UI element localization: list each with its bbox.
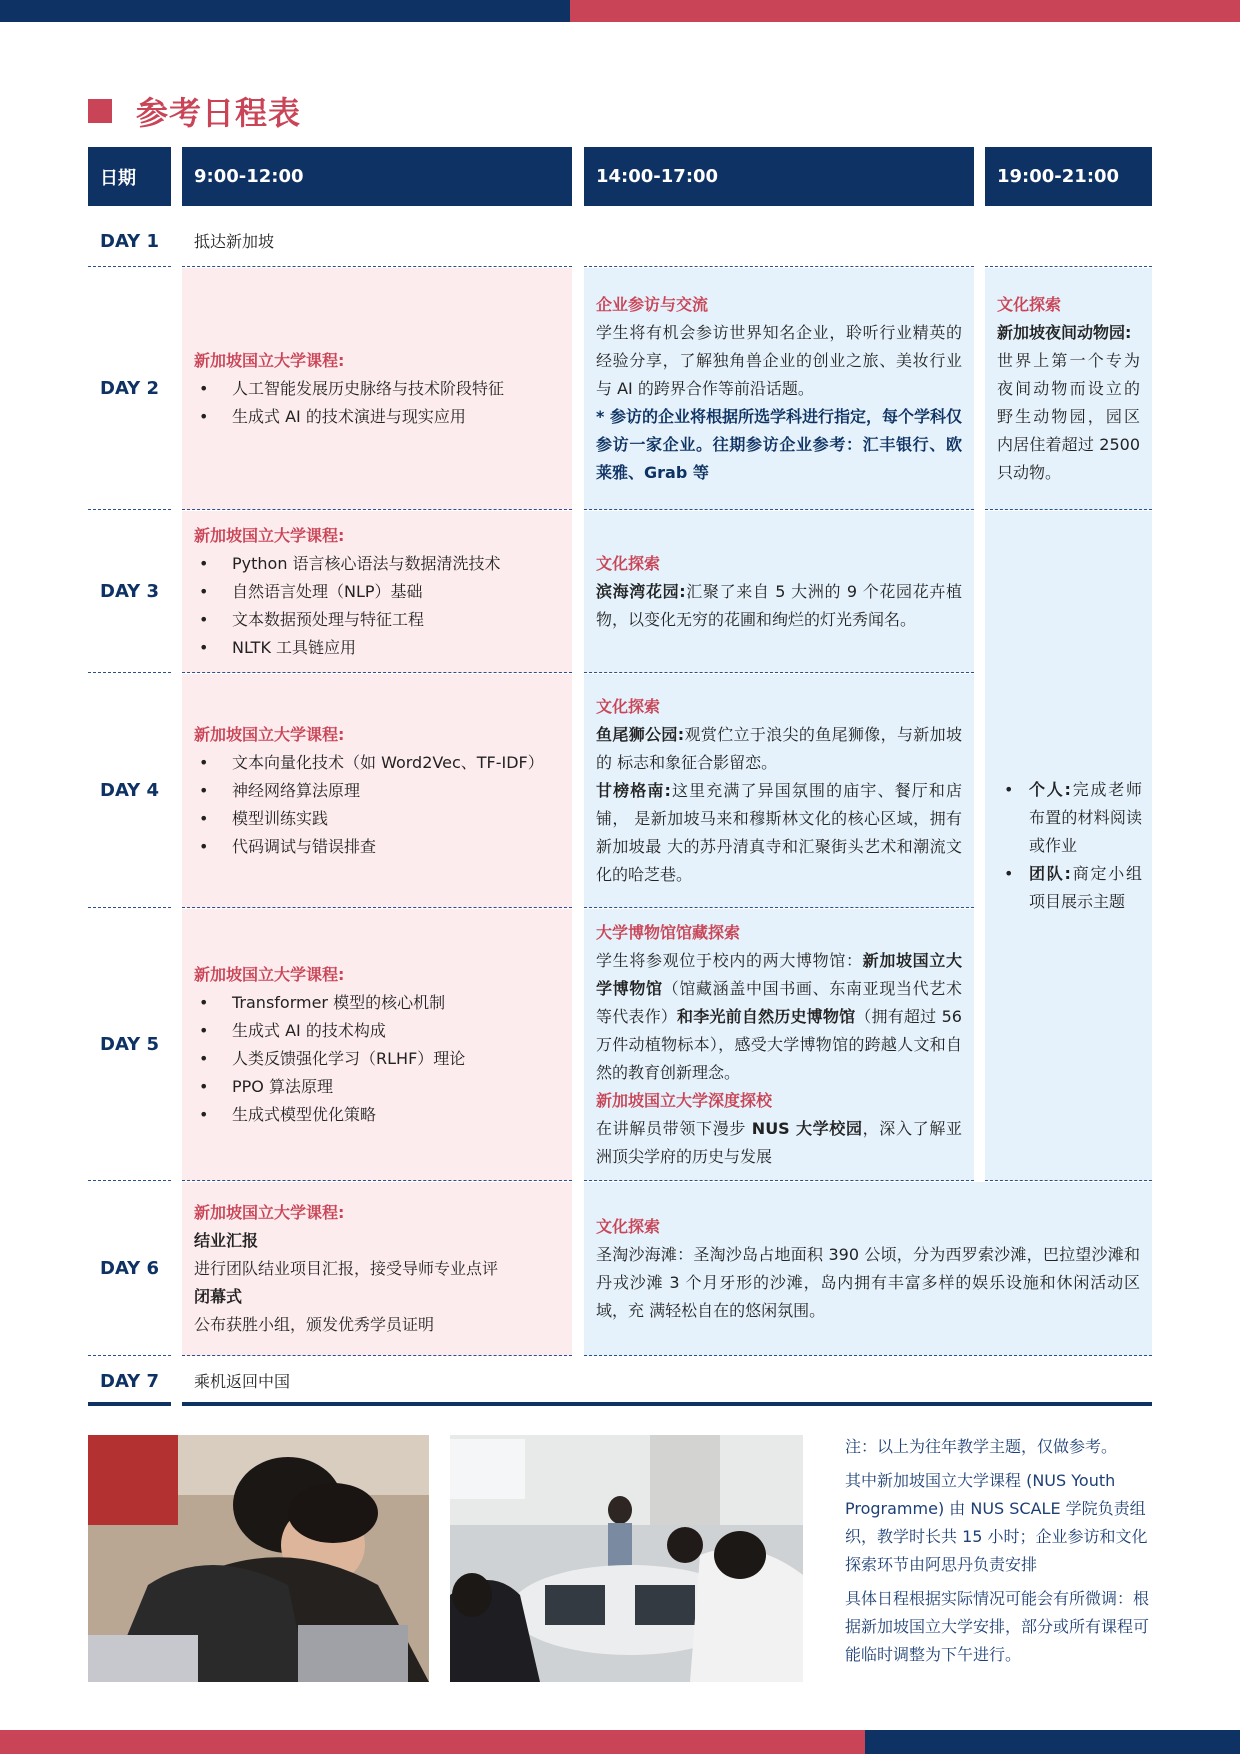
students-laptop-photo [88,1435,429,1682]
day5-pm-title: 大学博物馆馆藏探索 [596,923,741,942]
day6-am-text1: 进行团队结业项目汇报，接受导师专业点评 [194,1259,499,1278]
day6-am-text2: 公布获胜小组，颁发优秀学员证明 [194,1315,435,1334]
classroom-photo [450,1435,803,1682]
day5-pm-paragraph2: 在讲解员带领下漫步 NUS 大学校园，深入了解亚洲顶尖学府的历史与发展 [596,1119,962,1166]
day5-label: DAY 5 [100,1034,159,1055]
bottom-bar-navy [865,1730,1240,1754]
top-color-bar [0,0,1240,22]
list-item: • Python 语言核心语法与数据清洗技术 [194,550,560,578]
day3-pm-text: 汇聚了来自 5 大洲的 9 个花园花卉植物，以变化无穷的花圃和绚烂的灯光秀闻名。 [596,582,962,629]
day6-pm-title: 文化探索 [596,1217,661,1236]
list-item: • 文本数据预处理与特征工程 [194,606,560,634]
day4-am-list [194,749,560,861]
day1-label: DAY 1 [100,231,159,252]
day1-text: 抵达新加坡 [194,232,275,251]
day2-ev-place: 新加坡夜间动物园: [997,323,1132,342]
list-item: • 代码调试与错误排查 [194,833,560,861]
day3-5-evening-cell [985,511,1152,1181]
notes-block [845,1433,1155,1675]
header-afternoon: 14:00-17:00 [584,147,974,206]
day6-label: DAY 6 [100,1258,159,1279]
day3-am-list [194,550,560,662]
header-evening: 19:00-21:00 [985,147,1152,206]
section-title [88,88,301,134]
day3-pm-place: 滨海湾花园: [596,582,686,601]
day4-pm-text2: 这里充满了异国氛围的庙宇、餐厅和店铺， 是新加坡马来和穆斯林文化的核心区域，拥有新加坡最 大的苏丹清真寺和汇聚街头艺术和潮流文化的哈芝巷。 [596,781,962,884]
day2-afternoon-cell [584,268,974,510]
day7-label: DAY 7 [100,1371,159,1392]
day4-pm-place1: 鱼尾狮公园: [596,725,685,744]
header-morning: 9:00-12:00 [182,147,572,206]
day4-pm-title: 文化探索 [596,697,661,716]
bottom-color-bar [0,1730,1240,1754]
day3-morning-cell [182,511,572,673]
list-item: • 神经网络算法原理 [194,777,560,805]
list-item: • 个人:完成老师布置的材料阅读或作业 [999,776,1142,860]
day2-am-title: 新加坡国立大学课程: [194,351,345,370]
list-item: • PPO 算法原理 [194,1073,560,1101]
day2-pm-note: * 参访的企业将根据所选学科进行指定，每个学科仅参访一家企业。往期参访企业参考：汇丰银行、欧莱雅、Grab 等 [596,407,962,482]
day2-ev-text: 世界上第一个专为夜间动物而设立的野生动物园，园区内居住着超过 2500 只动物。 [997,351,1140,482]
day7-text: 乘机返回中国 [194,1372,291,1391]
list-item: • 文本向量化技术（如 Word2Vec、TF-IDF） [194,749,560,777]
day2-label: DAY 2 [100,378,159,399]
list-item: • Transformer 模型的核心机制 [194,989,560,1017]
top-bar-navy [0,0,570,22]
day2-pm-title: 企业参访与交流 [596,295,709,314]
day6-morning-cell [182,1182,572,1356]
day4-morning-cell [182,674,572,908]
day3-am-title: 新加坡国立大学课程: [194,526,345,545]
day3-pm-title: 文化探索 [596,554,661,573]
note-2: 其中新加坡国立大学课程 (NUS Youth Programme) 由 NUS SCALE 学院负责组织，教学时长共 15 小时；企业参访和文化探索环节由阿思丹负责安排 [845,1471,1148,1574]
day5-morning-cell [182,909,572,1181]
day3-afternoon-cell [584,511,974,673]
note-3: 具体日程根据实际情况可能会有所微调：根据新加坡国立大学安排，部分或所有课程可能临时调整为下午进行。 [845,1589,1150,1664]
evening-task-list [999,776,1142,916]
day4-pm-text1: 观赏伫立于浪尖的鱼尾狮像，与新加坡的 标志和象征合影留恋。 [596,725,962,772]
day5-afternoon-cell [584,909,974,1181]
day2-ev-title: 文化探索 [997,295,1062,314]
day4-afternoon-cell [584,674,974,908]
list-item: • 人工智能发展历史脉络与技术阶段特征 [194,375,560,403]
bottom-bar-red [0,1730,865,1754]
day3-label: DAY 3 [100,581,159,602]
day5-am-list [194,989,560,1129]
day2-evening-cell [985,268,1152,510]
photo-illustration-1 [88,1435,429,1682]
day4-label: DAY 4 [100,780,159,801]
day2-am-list [194,375,560,431]
photo-illustration-2 [450,1435,803,1682]
day6-am-sub1: 结业汇报 [194,1231,259,1250]
header-date: 日期 [88,147,171,206]
list-item: • 人类反馈强化学习（RLHF）理论 [194,1045,560,1073]
list-item: • NLTK 工具链应用 [194,634,560,662]
list-item: • 生成式模型优化策略 [194,1101,560,1129]
list-item: • 团队:商定小组项目展示主题 [999,860,1142,916]
list-item: • 生成式 AI 的技术构成 [194,1017,560,1045]
day6-pm-text: 圣淘沙海滩：圣淘沙岛占地面积 390 公顷，分为西罗索沙滩，巴拉望沙滩和丹戎沙滩 3 个月牙形的沙滩，岛内拥有丰富多样的娱乐设施和休闲活动区域，充 满轻松自在的悠闲氛围。 [596,1245,1140,1320]
page-title: 参考日程表 [136,94,302,132]
day6-am-sub2: 闭幕式 [194,1287,243,1306]
list-item: • 自然语言处理（NLP）基础 [194,578,560,606]
title-square-icon [88,99,112,123]
day2-pm-text: 学生将有机会参访世界知名企业，聆听行业精英的经验分享，了解独角兽企业的创业之旅、美妆行业与 AI 的跨界合作等前沿话题。 [596,323,962,398]
top-bar-red [570,0,1240,22]
list-item: • 模型训练实践 [194,805,560,833]
day5-am-title: 新加坡国立大学课程: [194,965,345,984]
day6-afternoon-evening-cell [584,1182,1152,1356]
list-item: • 生成式 AI 的技术演进与现实应用 [194,403,560,431]
day2-morning-cell [182,268,572,510]
day5-pm-title2: 新加坡国立大学深度探校 [596,1091,773,1110]
day4-am-title: 新加坡国立大学课程: [194,725,345,744]
day6-am-title: 新加坡国立大学课程: [194,1203,345,1222]
note-1: 注：以上为往年教学主题，仅做参考。 [845,1437,1118,1456]
day5-pm-paragraph: 学生将参观位于校内的两大博物馆：新加坡国立大学博物馆（馆藏涵盖中国书画、东南亚现当代艺术等代表作）和李光前自然历史博物馆（拥有超过 56 万件动植物标本），感受大学博物馆的跨越人文和自然的教育创新理念。 [596,951,962,1082]
day4-pm-place2: 甘榜格南: [596,781,671,800]
